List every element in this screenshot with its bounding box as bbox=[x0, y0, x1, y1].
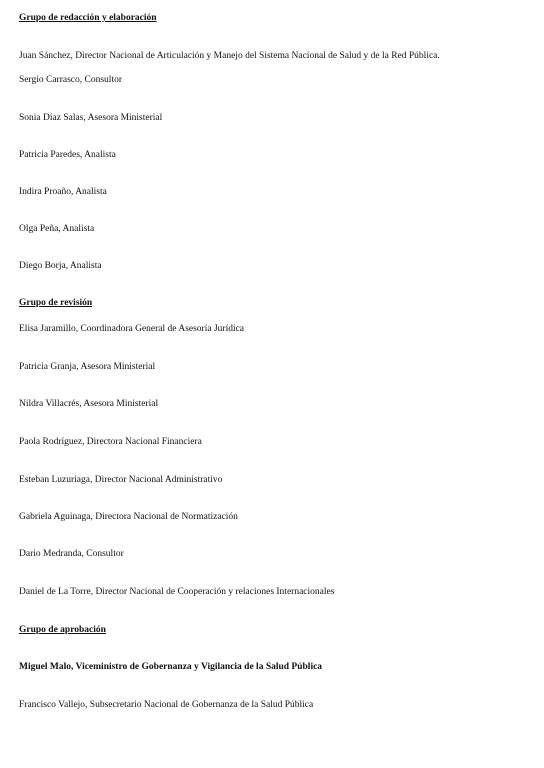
member-line: Juan Sánchez, Director Nacional de Articulación y Manejo del Sistema Nacional de Salud y de la Red Pública. bbox=[19, 51, 440, 61]
member-line: Diego Borja, Analista bbox=[19, 261, 102, 271]
member-line: Sonia Díaz Salas, Asesora Ministerial bbox=[19, 113, 163, 123]
member-line: Dario Medranda, Consultor bbox=[19, 549, 124, 559]
member-line: Sergio Carrasco, Consultor bbox=[19, 75, 122, 85]
section-heading-drafting: Grupo de redacción y elaboración bbox=[19, 13, 157, 23]
section-heading-approval: Grupo de aprobación bbox=[19, 625, 106, 635]
member-line: Daniel de La Torre, Director Nacional de Cooperación y relaciones Internacionales bbox=[19, 587, 335, 597]
member-line: Indira Proaño, Analista bbox=[19, 187, 107, 197]
member-line: Paola Rodríguez, Directora Nacional Financiera bbox=[19, 437, 202, 447]
member-line: Esteban Luzuriaga, Director Nacional Administrativo bbox=[19, 475, 223, 485]
member-line: Elisa Jaramillo, Coordinadora General de Asesoría Jurídica bbox=[19, 324, 245, 334]
member-line: Nildra Villacrés, Asesora Ministerial bbox=[19, 399, 159, 409]
member-line: Patricia Granja, Asesora Ministerial bbox=[19, 362, 156, 372]
section-heading-review: Grupo de revisión bbox=[19, 298, 93, 308]
member-line: Miguel Malo, Viceministro de Gobernanza y Vigilancia de la Salud Pública bbox=[19, 662, 323, 672]
member-line: Francisco Vallejo, Subsecretario Nacional de Gobernanza de la Salud Pública bbox=[19, 700, 314, 710]
member-line: Gabriela Aguinaga, Directora Nacional de Normatización bbox=[19, 512, 238, 522]
member-line: Patricia Paredes, Analista bbox=[19, 150, 116, 160]
member-line: Olga Peña, Analista bbox=[19, 224, 95, 234]
